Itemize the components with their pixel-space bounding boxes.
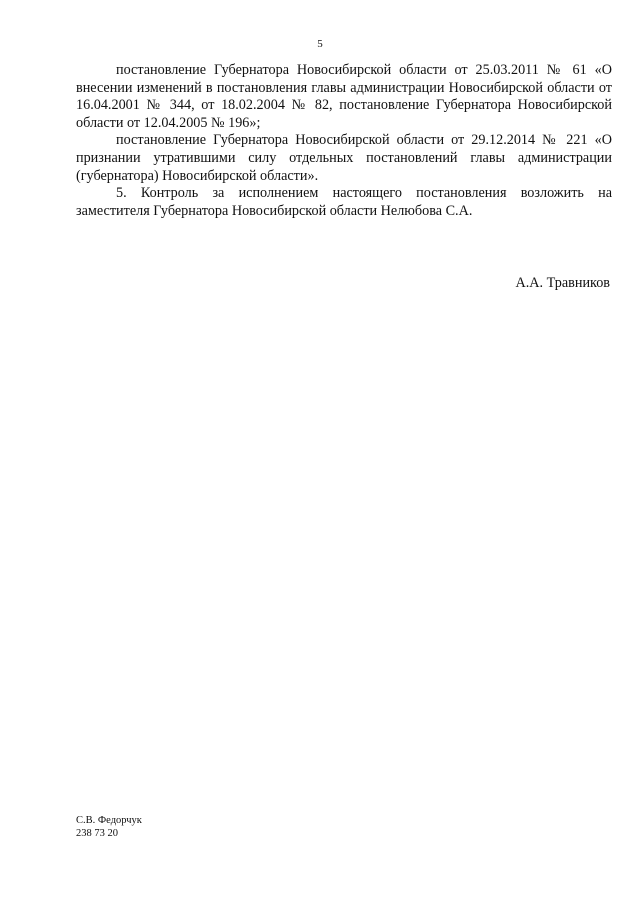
- executor-phone: 238 73 20: [76, 828, 118, 839]
- executor-block: [76, 814, 142, 840]
- page-number: 5: [317, 38, 323, 50]
- signature-name: А.А. Травников: [515, 275, 610, 291]
- paragraph-repealed-decree-2014: постановление Губернатора Новосибирской области от 29.12.2014 № 221 «О признании утратившими силу отдельных постановлений главы администрации (губернатора) Новосибирской области».: [76, 132, 612, 184]
- paragraph-repealed-decree-2011: постановление Губернатора Новосибирской области от 25.03.2011 № 61 «О внесении изменений в постановления главы администрации Новосибирской области от 16.04.2001 № 344, от 18.02.2004 № 82, постановление Губернатора Новосибирской области от 12.04.2005 № 196»;: [76, 62, 612, 131]
- document-body: [76, 62, 612, 220]
- executor-name: С.В. Федорчук: [76, 815, 142, 826]
- paragraph-control-clause: 5. Контроль за исполнением настоящего постановления возложить на заместителя Губернатора Новосибирской области Нелюбова С.А.: [76, 185, 612, 219]
